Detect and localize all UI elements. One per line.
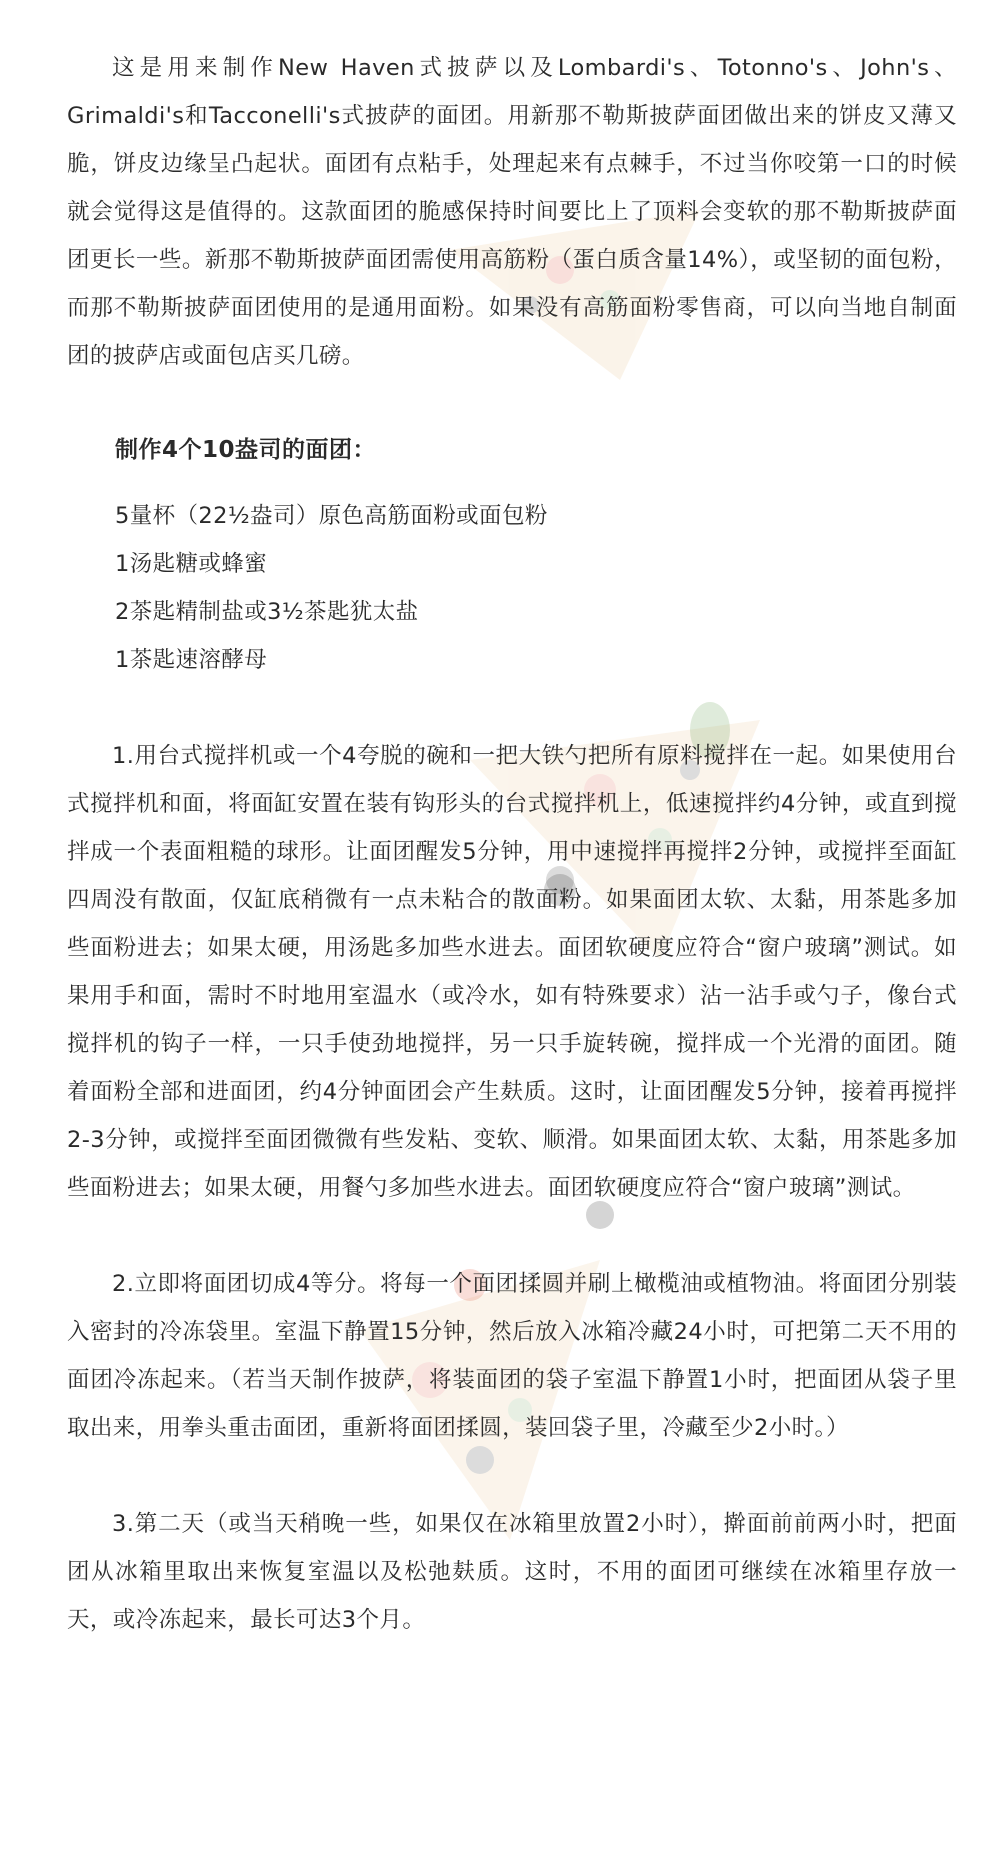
step-3-paragraph: 3.第二天（或当天稍晚一些，如果仅在冰箱里放置2小时），擀面前前两小时，把面团从冰箱里取出来恢复室温以及松弛麸质。这时，不用的面团可继续在冰箱里存放一天，或冷冻起来，最长可达3个月。 [67,1511,957,1633]
step-1-paragraph: 1.用台式搅拌机或一个4夸脱的碗和一把大铁勺把所有原料搅拌在一起。如果使用台式搅拌机和面，将面缸安置在装有钩形头的台式搅拌机上，低速搅拌约4分钟，或直到搅拌成一个表面粗糙的球形。让面团醒发5分钟，用中速搅拌再搅拌2分钟，或搅拌至面缸四周没有散面，仅缸底稍微有一点未粘合的散面粉。如果面团太软、太黏，用茶匙多加些面粉进去；如果太硬，用汤匙多加些水进去。面团软硬度应符合“窗户玻璃”测试。如果用手和面，需时不时地用室温水（或冷水，如有特殊要求）沾一沾手或勺子，像台式搅拌机的钩子一样，一只手使劲地搅拌，另一只手旋转碗，搅拌成一个光滑的面团。随着面粉全部和进面团，约4分钟面团会产生麸质。这时，让面团醒发5分钟，接着再搅拌2-3分钟，或搅拌至面团微微有些发粘、变软、顺滑。如果面团太软、太黏，用茶匙多加些面粉进去；如果太硬，用餐勺多加些水进去。面团软硬度应符合“窗户玻璃”测试。 [67,743,957,1201]
ingredient-item: 5量杯（22½盎司）原色高筋面粉或面包粉 [115,503,548,529]
ingredient-item: 1汤匙糖或蜂蜜 [115,551,268,577]
step-2-paragraph: 2.立即将面团切成4等分。将每一个面团揉圆并刷上橄榄油或植物油。将面团分别装入密封的冷冻袋里。室温下静置15分钟，然后放入冰箱冷藏24小时，可把第二天不用的面团冷冻起来。（若当天制作披萨，将装面团的袋子室温下静置1小时，把面团从袋子里取出来，用拳头重击面团，重新将面团揉圆，装回袋子里，冷藏至少2小时。） [67,1271,957,1441]
intro-paragraph: 这是用来制作New Haven式披萨以及Lombardi's、Totonno's、John's、Grimaldi's和Tacconelli's式披萨的面团。用新那不勒斯披萨面团做出来的饼皮又薄又脆，饼皮边缘呈凸起状。面团有点粘手，处理起来有点棘手，不过当你咬第一口的时候就会觉得这是值得的。这款面团的脆感保持时间要比上了顶料会变软的那不勒斯披萨面团更长一些。新那不勒斯披萨面团需使用高筋粉（蛋白质含量14%），或坚韧的面包粉，而那不勒斯披萨面团使用的是通用面粉。如果没有高筋面粉零售商，可以向当地自制面团的披萨店或面包店买几磅。 [67,55,957,369]
ingredients-list [67,492,957,684]
ingredients-heading: 制作4个10盎司的面团： [115,437,377,463]
ingredient-item: 2茶匙精制盐或3½茶匙犹太盐 [115,599,419,625]
ingredient-item: 1茶匙速溶酵母 [115,647,268,673]
recipe-document [67,44,957,1644]
